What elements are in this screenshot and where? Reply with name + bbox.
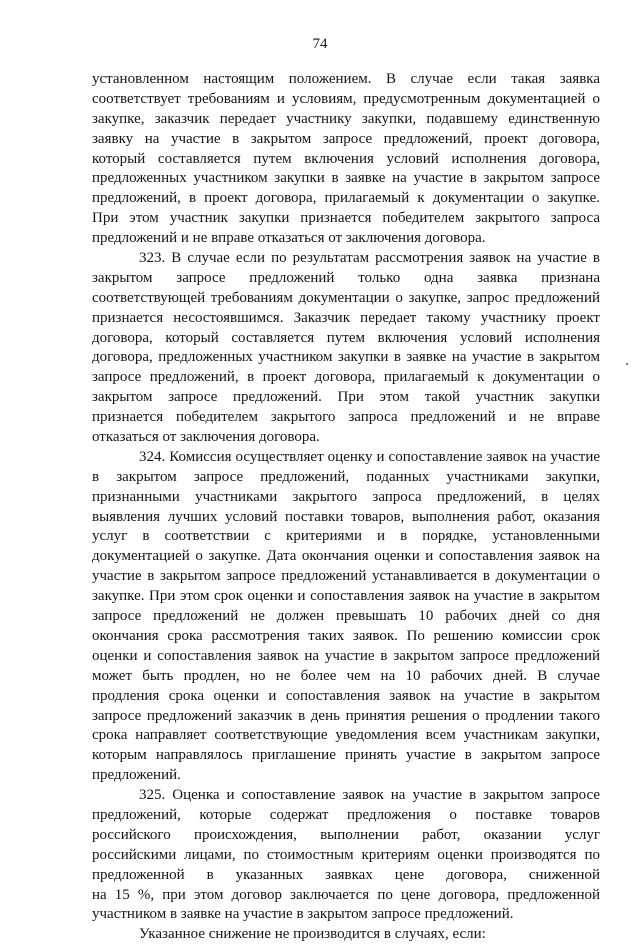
text-line: в закрытом запросе предложений, поданных участниками закупки,: [92, 468, 600, 485]
text-line: закупке, заказчик передает участнику закупки, подавшему единственную: [92, 110, 600, 127]
text-line: предложений, в проект договора, прилагаемый к документации о закупке.: [92, 190, 600, 207]
paragraph-325-first-line: 325. Оценка и сопоставление заявок на участие в закрытом запросе: [139, 787, 600, 804]
text-line: запросе предложений не должен превышать 10 рабочих дней со дня: [92, 608, 600, 625]
text-line: запросе предложений, в проект договора, прилагаемый к документации о: [92, 369, 600, 386]
text-line: который составляется путем включения условий исполнения договора,: [92, 150, 600, 167]
text-line: окончания срока рассмотрения таких заявок. По решению комиссии срок: [92, 627, 600, 644]
text-line: оценки и сопоставления заявок на участие в закрытом запросе предложений: [92, 647, 600, 664]
text-line: может быть продлен, но не более чем на 10 рабочих дней. В случае: [92, 667, 600, 684]
text-line: признается победителем закрытого запроса предложений и не вправе: [92, 409, 600, 426]
text-line: соответствующей требованиям документации о закупке, запрос предложений: [92, 289, 600, 306]
paragraph-last-line: участником в заявке на участие в закрытом запросе предложений.: [92, 906, 514, 923]
text-line: признается несостоявшимся. Заказчик передает такому участнику проект: [92, 309, 600, 326]
text-line: договора, который составляется путем включения условий исполнения: [92, 329, 600, 346]
text-line: предложенной в указанных заявках цене договора, сниженной: [92, 866, 600, 883]
text-line: закрытом запросе предложений только одна заявка признана: [92, 269, 600, 286]
paragraph-last-line: предложений.: [92, 767, 181, 784]
text-line: заявку на участие в закрытом запросе предложений, проект договора,: [92, 130, 600, 147]
text-line: признанными участниками закрытого запроса предложений, в целях: [92, 488, 600, 505]
text-line: продления срока оценки и сопоставления заявок на участие в закрытом: [92, 687, 600, 704]
text-line: на 15 %, при этом договор заключается по цене договора, предложенной: [92, 886, 600, 903]
scan-artifact: [626, 363, 628, 365]
text-line: При этом участник закупки признается победителем закрытого запроса: [92, 210, 600, 227]
text-line: договора, предложенных участником закупки в заявке на участие в закрытом: [92, 349, 600, 366]
body-text: [92, 70, 600, 945]
text-line: предложенных участником закупки в заявке на участие в закрытом запросе: [92, 170, 600, 187]
page-number: 74: [312, 36, 328, 52]
text-line: закупке. При этом срок оценки и сопоставления заявок на участие в закрытом: [92, 588, 600, 605]
text-line: выявления лучших условий поставки товаров, выполнения работ, оказания: [92, 508, 600, 525]
text-line: российского происхождения, выполнении работ, оказании услуг: [92, 826, 600, 843]
text-line: закрытом запросе предложений. При этом такой участник закупки: [92, 389, 600, 406]
text-line: которым направлялось приглашение принять участие в закрытом запросе: [92, 747, 600, 764]
paragraph-324-first-line: 324. Комиссия осуществляет оценку и сопоставление заявок на участие: [139, 448, 600, 465]
text-line: срока направляет соответствующие уведомления всем участникам закупки,: [92, 727, 600, 744]
text-line: услуг в соответствии с критериями и в порядке, установленными: [92, 528, 600, 545]
paragraph-final-line: Указанное снижение не производится в случаях, если:: [139, 926, 486, 943]
text-line: установленном настоящим положением. В случае если такая заявка: [92, 71, 600, 87]
paragraph-last-line: предложений и не вправе отказаться от заключения договора.: [92, 230, 486, 247]
text-line: документацией о закупке. Дата окончания оценки и сопоставления заявок на: [92, 548, 600, 565]
text-line: запросе предложений заказчик в день принятия решения о продлении такого: [92, 707, 600, 724]
text-line: соответствует требованиям и условиям, предусмотренным документацией о: [92, 90, 600, 107]
text-line: участие в закрытом запросе предложений устанавливается в документации о: [92, 568, 600, 585]
text-line: российскими лицами, по стоимостным критериям оценки производятся по: [92, 846, 600, 863]
paragraph-last-line: отказаться от заключения договора.: [92, 429, 320, 446]
paragraph-323-first-line: 323. В случае если по результатам рассмотрения заявок на участие в: [139, 250, 600, 267]
text-line: предложений, которые содержат предложения о поставке товаров: [92, 806, 600, 823]
